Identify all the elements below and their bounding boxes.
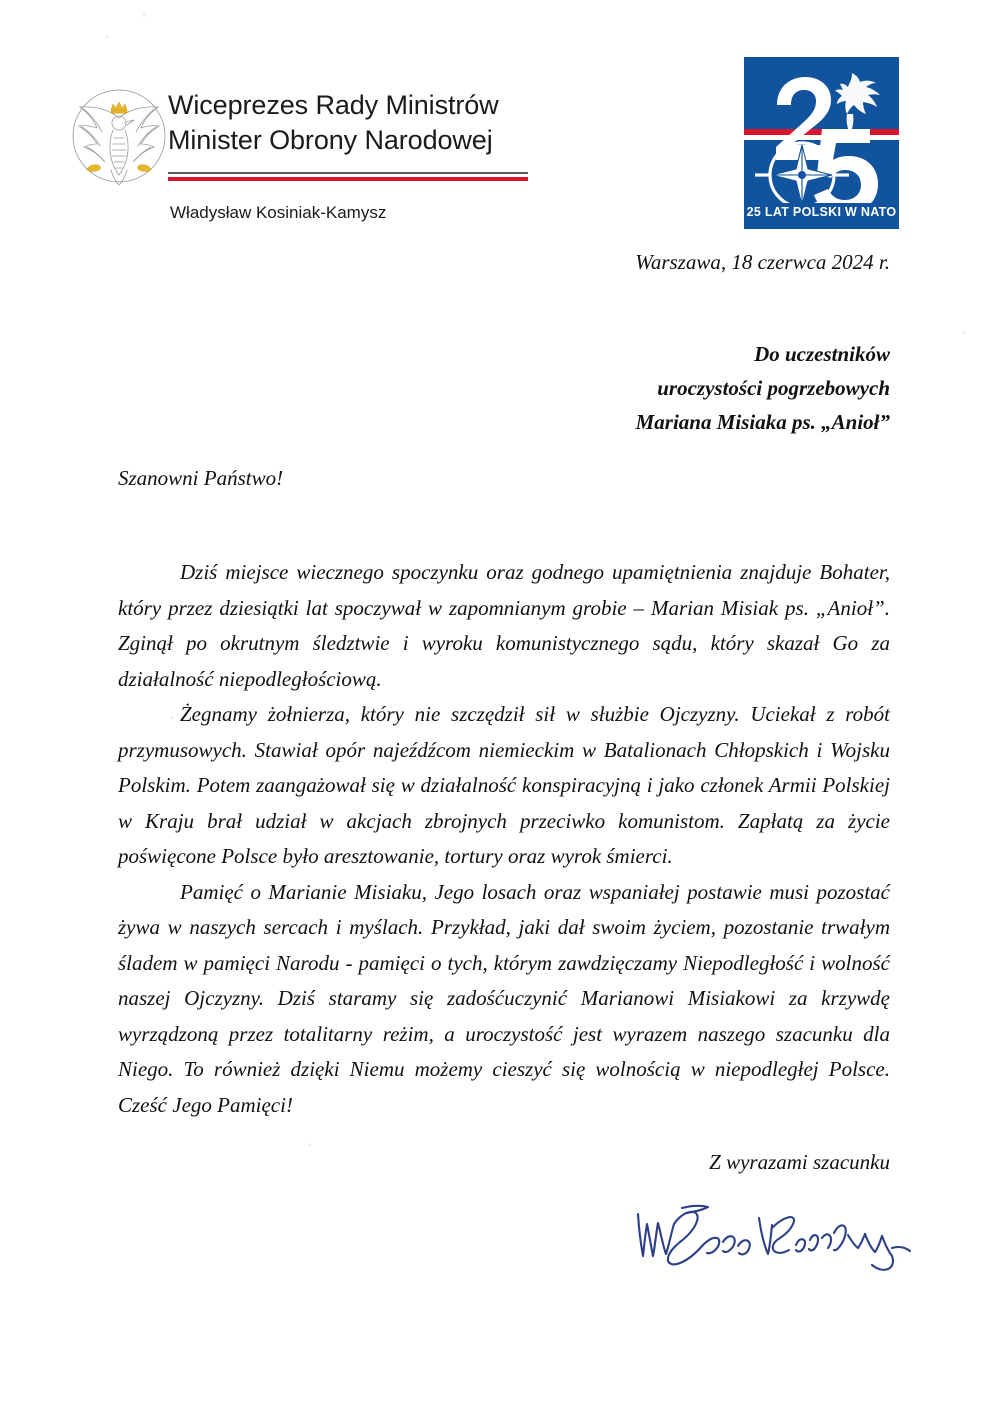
closing-phrase: Z wyrazami szacunku [709, 1150, 890, 1174]
letterhead-title-line-2: Minister Obrony Narodowej [168, 125, 493, 155]
handwritten-signature-icon [620, 1190, 920, 1290]
letterhead-title-line-1: Wiceprezes Rady Ministrów [168, 90, 499, 120]
letter-body [118, 555, 890, 1123]
letterhead [0, 0, 1000, 250]
polish-eagle-emblem-icon [66, 80, 172, 192]
letterhead-title [168, 88, 588, 158]
minister-name: Władysław Kosiniak-Kamysz [170, 203, 387, 222]
nato-logo-caption: 25 LAT POLSKI W NATO [746, 205, 897, 219]
scan-artifact [170, 716, 173, 719]
scan-artifact [962, 331, 965, 334]
scan-artifact [106, 35, 108, 39]
letter-paragraph-1: Dziś miejsce wiecznego spoczynku oraz godnego upamiętnienia znajduje Bohater, który przez dziesiątki lat spoczywał w zapomnianym grobie – Marian Misiak ps. „Anioł”. Zginął po okrutnym śledztwie i wyroku komunistycznego sądu, który skazał Go za działalność niepodległościową. [118, 560, 890, 691]
letter-paragraph-2: Żegnamy żołnierza, który nie szczędził sił w służbie Ojczyzny. Uciekał z robót przymusowych. Stawiał opór najeźdźcom niemieckim w Batalionach Chłopskich i Wojsku Polskim. Potem zaangażował się w działalność konspiracyjną i jako członek Armii Polskiej w Kraju brał udział w akcjach zbrojnych przeciwko komunistom. Zapłatą za życie poświęcone Polsce było aresztowanie, tortury oraz wyrok śmierci. [118, 702, 890, 868]
place-and-date: Warszawa, 18 czerwca 2024 r. [635, 250, 890, 274]
addressee-line-1: Do uczestników [754, 342, 890, 366]
scan-artifact [308, 1143, 311, 1146]
nato-25-anniversary-logo-icon [744, 57, 899, 229]
scan-artifact [143, 13, 145, 18]
addressee-line-3: Mariana Misiaka ps. „Anioł” [635, 410, 890, 434]
letter-paragraph-3: Pamięć o Marianie Misiaku, Jego losach oraz wspaniałej postawie musi pozostać żywa w naszych sercach i myślach. Przykład, jaki dał swoim życiem, pozostanie trwałym śladem w pamięci Narodu - pamięci o tych, którym zawdzięczamy Niepodległość i wolność naszej Ojczyzny. Dziś staramy się zadośćuczynić Marianowi Misiakowi za krzywdę wyrządzoną przez totalitarny reżim, a uroczystość jest wyrazem naszego szacunku dla Niego. To również dzięki Niemu możemy cieszyć się wolnością w niepodległej Polsce. Cześć Jego Pamięci! [118, 879, 890, 1117]
salutation: Szanowni Państwo! [118, 466, 284, 490]
divider-red-line [168, 177, 528, 181]
divider-gray-line [168, 172, 528, 174]
addressee-block [118, 337, 890, 439]
addressee-line-2: uroczystości pogrzebowych [657, 376, 890, 400]
letterhead-divider [168, 172, 528, 181]
